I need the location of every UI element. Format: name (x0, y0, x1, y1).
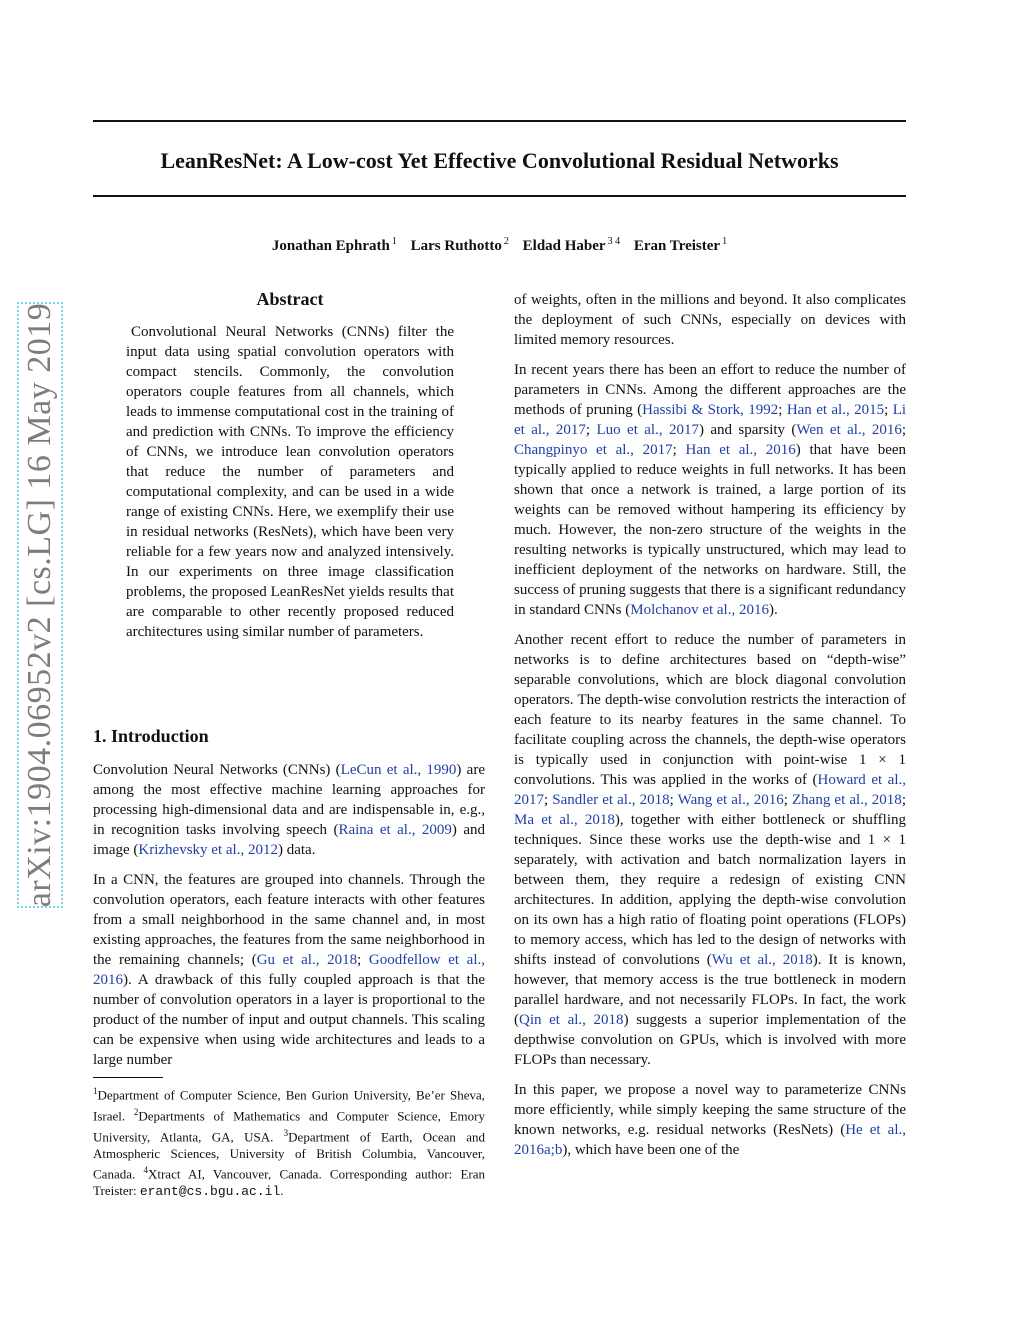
citation-link[interactable]: Han et al., 2015 (786, 402, 885, 418)
citation-link[interactable]: Hassibi & Stork, 1992 (642, 402, 779, 418)
author-name: Eldad Haber (522, 238, 606, 254)
citation-link[interactable]: He et al., 2016a;b (514, 1122, 907, 1158)
author (523, 238, 620, 254)
citation-link[interactable]: Sandler et al., 2018 (552, 792, 670, 808)
arxiv-identifier: arXiv:1904.06952v2 [cs.LG] 16 May 2019 (21, 302, 58, 908)
corresponding-email[interactable]: erant@cs.bgu.ac.il (139, 1184, 281, 1200)
author-affiliation: 1 (722, 236, 728, 247)
author-list (93, 232, 906, 256)
citation-link[interactable]: Howard et al., 2017 (514, 772, 907, 808)
paragraph: In a CNN, the features are grouped into channels. Through the convolution operators, each feature interacts with other features from a small neighborhood in the same channel and, in most existing approaches, the features from the same neighborhood in the remaining channels; (Gu et al., 2018; Goodfellow et al., 2016). A drawback of this fully coupled approach is that the number of convolution operators in a layer is proportional to the product of the number of input and output channels. This scaling can be expensive when using wide architectures and leads to a large number (93, 872, 486, 1068)
citation-link[interactable]: Krizhevsky et al., 2012 (138, 842, 278, 858)
author-name: Jonathan Ephrath (271, 238, 390, 254)
author (411, 238, 509, 254)
citation-link[interactable]: Li et al., 2017 (514, 402, 907, 438)
paragraph: Convolution Neural Networks (CNNs) (LeCun et al., 1990) are among the most effective machine learning approaches for processing high-dimensional data and are indispensable in, e.g., in recognition tasks involving speech (Raina et al., 2009) and image (Krizhevsky et al., 2012) data. (93, 762, 486, 858)
citation-link[interactable]: Ma et al., 2018 (514, 812, 615, 828)
citation-link[interactable]: Wu et al., 2018 (711, 952, 813, 968)
citation-link[interactable]: Wen et al., 2016 (796, 422, 902, 438)
citation-link[interactable]: Gu et al., 2018 (256, 952, 358, 968)
author-affiliation: 2 (503, 236, 509, 247)
paragraph: In this paper, we propose a novel way to parameterize CNNs more efficiently, while simply keeping the same structure of the known networks, e.g. residual networks (ResNets) (He et al., 2016a;b), which have been one of the (514, 1082, 907, 1158)
arxiv-stamp (17, 302, 63, 908)
author-affiliation: 3 4 (607, 236, 621, 247)
paragraph: of weights, often in the millions and beyond. It also complicates the deployment of such CNNs, especially on devices with limited memory resources. (514, 292, 906, 348)
citation-link[interactable]: LeCun et al., 1990 (340, 762, 457, 778)
citation-link[interactable]: Han et al., 2016 (685, 442, 796, 458)
author (272, 238, 397, 254)
citation-link[interactable]: Changpinyo et al., 2017 (514, 442, 673, 458)
citation-link[interactable]: Luo et al., 2017 (596, 422, 699, 438)
citation-link[interactable]: Qin et al., 2018 (519, 1012, 624, 1028)
citation-link[interactable]: Zhang et al., 2018 (792, 792, 902, 808)
paragraph: In recent years there has been an effort to reduce the number of parameters in CNNs. Among the different approaches are the methods of pruning (Hassibi & Stork, 1992; Han et al., 2015; Li et al., 2017; Luo et al., 2017) and sparsity (Wen et al., 2016; Changpinyo et al., 2017; Han et al., 2016) that have been typically applied to reduce weights in full networks. It has been shown that once a network is trained, a large portion of its weights can be removed without hampering its efficiency by much. However, the non-zero structure of the weights in the resulting networks is typically unstructured, which may lead to inefficient deployment of the networks on hardware. Still, the success of pruning suggests that there is a significant redundancy in standard CNNs (Molchanov et al., 2016). (514, 362, 907, 618)
citation-link[interactable]: Molchanov et al., 2016 (630, 602, 769, 618)
citation-link[interactable]: Goodfellow et al., 2016 (93, 952, 486, 988)
author (634, 238, 727, 254)
paper-title: LeanResNet: A Low-cost Yet Effective Convolutional Residual Networks (160, 148, 839, 173)
abstract-heading: Abstract (256, 289, 324, 309)
paragraph: Another recent effort to reduce the number of parameters in networks is to define architectures based on “depth-wise” separable convolutions, which are block diagonal convolution operators. The depth-wise convolution restricts the interaction of each feature to its nearby features in the same channel. To facilitate coupling across the channels, the depth-wise operators is typically used in conjunction with point-wise 1 × 1 convolutions. This was applied in the works of (Howard et al., 2017; Sandler et al., 2018; Wang et al., 2016; Zhang et al., 2018; Ma et al., 2018), together with either bottleneck or shuffling techniques. Since these works use the depth-wise and 1 × 1 separately, with activation and batch normalization layers in between them, they require a redesign of existing CNN architectures. In addition, applying the depth-wise convolution on its own has a high ratio of floating point operations (FLOPs) to memory access, which has led to the design of networks with shifts instead of convolutions (Wu et al., 2018). It is known, however, that memory access is the true bottleneck in modern parallel hardware, and not necessarily FLOPs. In fact, the work (Qin et al., 2018) suggests a superior implementation of the depthwise convolution on GPUs, which is involved with more FLOPs than necessary. (514, 632, 907, 1068)
abstract-text: Convolutional Neural Networks (CNNs) filter the input data using spatial convolution operators with compact stencils. Commonly, the convolution operators couple features from all channels, which leads to immense computational cost in the training of and prediction with CNNs. To improve the efficiency of CNNs, we introduce lean convolution operators that reduce the number of parameters and computational complexity, and can be used in a wide range of existing CNNs. Here, we exemplify their use in residual networks (ResNets), which have been very reliable for a few years now and analyzed intensively. In our experiments on three image classification problems, the proposed LeanResNet yields results that are comparable to other recently proposed reduced architectures using similar number of parameters. (126, 324, 454, 640)
left-column-body (93, 760, 485, 1080)
title-rule-bottom (93, 195, 906, 197)
citation-link[interactable]: Raina et al., 2009 (338, 822, 452, 838)
introduction-heading: 1. Introduction (93, 726, 209, 746)
author-name: Lars Ruthotto (410, 238, 502, 254)
footnote-rule (93, 1077, 163, 1078)
title-rule-top (93, 120, 906, 122)
citation-link[interactable]: Wang et al., 2016 (677, 792, 784, 808)
right-column-body (514, 290, 906, 1170)
abstract-section (126, 288, 454, 652)
author-name: Eran Treister (633, 238, 721, 254)
author-affiliation: 1 (391, 236, 397, 247)
affiliation-footnote: $^1$Department of Computer Science, Ben Gurion University, Be’er Sheva, Israel. $^2$Departments of Mathematics and Computer Science, Emory University, Atlanta, GA, USA. $^3$Department of Earth, Ocean and Atmospheric Sciences, University of British Columbia, Vancouver, Canada. $^4$Xtract AI, Vancouver, Canada. Corresponding author: Eran Treister: erant@cs.bgu.ac.il. (93, 1086, 485, 1200)
